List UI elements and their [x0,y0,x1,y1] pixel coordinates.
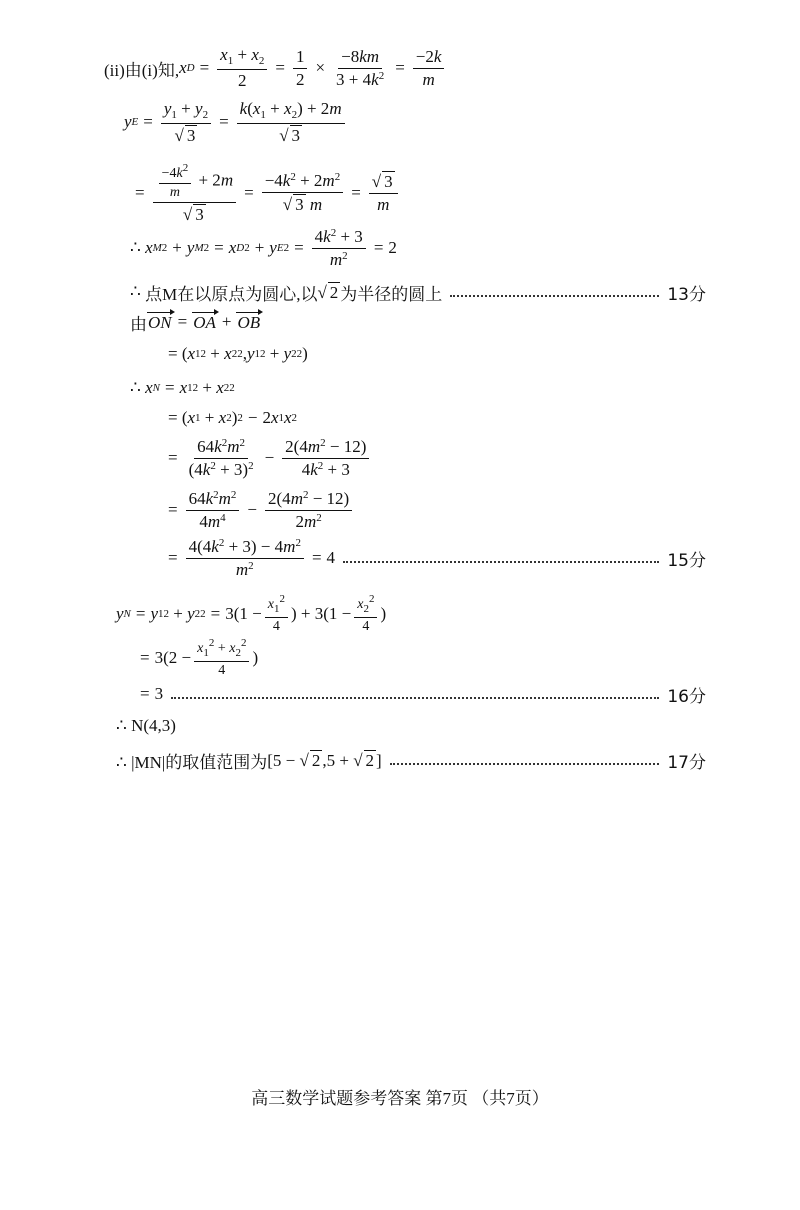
fraction: $\frac{√ 3}{m}$ [369,171,398,214]
line-vector: 由 ON = OA + OB [130,308,261,336]
line-n-point [116,712,176,740]
leader-dots [343,561,659,563]
score-15: 15分 [667,550,706,571]
line-ye: y E = $\frac{y_1 + y_2}{√ 3}$ = $\frac{k(x_1 + x_2) + 2m}{√ 3}$ [124,92,348,152]
vector-oa: OA [193,312,216,332]
fraction: $\frac{2(4m^2 - 12)}{2m^2}$ [265,489,352,531]
line-yn-simplify: = 3(2 − $\frac{x_1^2 + x_2^2}{4}$ ) [140,637,259,678]
line-yn-result: = 3 16分 [140,680,706,708]
fraction: $\frac{4k^2 + 3}{m^2}$ [312,227,366,269]
leader-dots [171,697,659,699]
vector-ob: OB [237,312,261,332]
xd-prefix: (ii)由(i)知, [104,60,180,80]
line-xn-frac1: = $\frac{64k^2m^2}{(4k^2 + 3)^2}$ − $\frac{2(4m^2 - 12)}{4k^2 + 3}$ [168,428,372,488]
line-xm-ym: ∴ x M 2 + y M 2 = x D 2 + y E 2 = $\frac{4k^2 + 3}{m^2}$ = 2 [130,226,397,269]
circle-text: 点M在以原点为圆心,以 [145,284,318,304]
fraction: $\frac{4(4k^2 + 3) - 4m^2}{m^2}$ [186,537,304,579]
leader-dots [390,763,660,765]
line-xn: ∴ x N = x 1 2 + x 2 2 [130,378,235,397]
line-ye-simplify: = $\frac{-4k^2}{m}$ + 2m √ 3 = $\frac{-4k^2 + 2m^2}{√ 3 m}$ = $\frac{√ 3}{m}$ [130,158,401,228]
score-17: 17分 [667,752,706,773]
fraction: $\frac{1}{2}$ [293,47,308,89]
fraction: $\frac{-4k^2}{m}$ + 2m √ 3 [153,162,237,225]
line-vector-coords: = ( x 1 2 + x 2 2 , y 1 2 + y 2 2 ) [168,344,308,363]
vector-prefix: 由 [130,314,147,334]
line-xn-expand: = ( x 1 + x 2 ) 2 − 2 x 1 x 2 [168,408,298,427]
line-xn-frac2: = $\frac{64k^2m^2}{4m^4}$ − $\frac{2(4m^2 - 12)}{2m^2}$ [168,480,355,540]
fraction: $\frac{64k^2m^2}{(4k^2 + 3)^2}$ [188,436,254,479]
score-16: 16分 [667,686,706,707]
line-yn: y N = y 1 2 + y 2 2 = 3(1 − $\frac{x_1^2}{4}$ ) + 3(1 − $\frac{x_2^2}{4}$ ) [116,593,387,634]
fraction: $\frac{64k^2m^2}{4m^4}$ [186,489,240,531]
page-footer: 高三数学试题参考答案 第7页 （共7页） [251,1089,549,1108]
fraction: $\frac{y_1 + y_2}{√ 3}$ [161,99,211,145]
line-range: ∴ |MN|的取值范围为 [5 − √ 2 ,5 + √ 2 ] 17分 [116,746,706,774]
leader-dots [450,295,659,297]
fraction: $\frac{x_2^2}{4}$ [354,593,377,635]
score-13: 13分 [667,284,706,305]
fraction: $\frac{-4k^2 + 2m^2}{√ 3 m}$ [262,171,344,214]
line-circle: ∴ 点M在以原点为圆心,以 √ 2 为半径的圆上 13分 [130,278,706,306]
vector-on: ON [148,312,172,332]
fraction: $\frac{x_1 + x_2}{2}$ [217,45,267,90]
fraction: $\frac{2(4m^2 - 12)}{4k^2 + 3}$ [282,437,369,479]
range-text: ∴ |MN|的取值范围为 [116,752,268,772]
fraction: $\frac{x_1^2 + x_2^2}{4}$ [194,637,249,679]
n-point: ∴ N(4,3) [116,716,176,735]
fraction: $\frac{-8km}{3 + 4k^2}$ [336,46,385,89]
line-xn-result: = $\frac{4(4k^2 + 3) - 4m^2}{m^2}$ = 4 15分 [168,536,706,579]
fraction: $\frac{x_1^2}{4}$ [265,593,288,635]
line-xd: (ii)由(i)知, x D = $\frac{x_1 + x_2}{2}$ = $\frac{1}{2}$ × $\frac{-8km}{3 + 4k^2}$ = $\frac{-2k}{m}$ [104,38,447,98]
fraction: $\frac{k(x_1 + x_2) + 2m}{√ 3}$ [237,99,345,145]
circle-text2: 为半径的圆上 [340,284,443,304]
fraction: $\frac{-2k}{m}$ [413,47,445,89]
